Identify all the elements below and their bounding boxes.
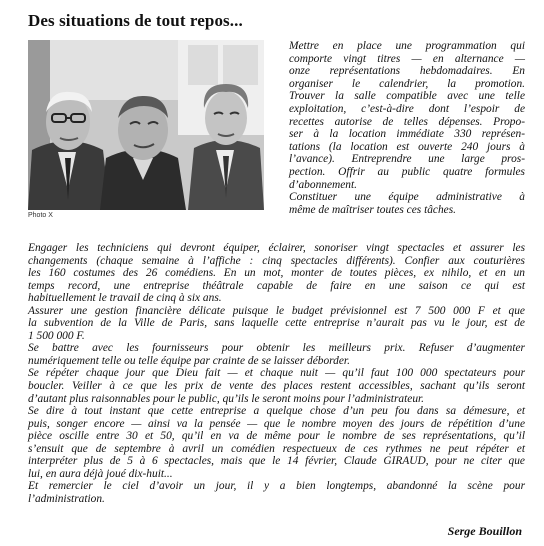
text-line: l’avance). Entreprendre une large pros- bbox=[289, 153, 525, 166]
text-line: onze représentations hebdomadaires. En bbox=[289, 65, 525, 78]
text-line: Trouver la salle compatible avec une telle bbox=[289, 90, 525, 103]
text-line: la subvention de la Ville de Paris, sans laquelle cette entreprise n’aurait pas vu le jour, est de bbox=[28, 317, 525, 330]
photo-image bbox=[28, 40, 264, 210]
text-line: recettes autorise de telles dépenses. Propo- bbox=[289, 115, 525, 128]
text-line: pection. Offrir au public quatre formules bbox=[289, 165, 525, 178]
text-line: Se répéter chaque jour que Dieu fait — et chaque nuit — qu’il faut 100 000 spectateurs pour bbox=[28, 367, 525, 380]
right-column-text bbox=[289, 40, 525, 216]
text-line: s’ensuit que de septembre à avril un comédien respectueux de ces rythmes ne peut répéter et bbox=[28, 442, 525, 455]
text-line: 1 500 000 F. bbox=[28, 329, 85, 342]
text-line: même de maîtriser toutes ces tâches. bbox=[289, 203, 457, 216]
full-width-text bbox=[28, 242, 525, 505]
text-line: lui, en aura déjà joué dix-huit... bbox=[28, 467, 173, 480]
text-line: Engager les techniciens qui devront équiper, éclairer, sonoriser vingt spectacles et assurer les bbox=[28, 242, 525, 254]
text-line: les 160 costumes des 26 comédiens. En un mot, monter de toutes pièces, ex nihilo, et en un bbox=[28, 267, 525, 280]
text-line: comporte vingt titres — en alternance — bbox=[289, 52, 525, 65]
text-line: Se battre avec les fournisseurs pour obtenir les meilleurs prix. Refuser d’augmenter bbox=[28, 342, 525, 355]
text-line: interpréter plus de 5 à 6 spectacles, mais que le 14 février, Claude GIRAUD, pour ne citer que bbox=[28, 455, 525, 468]
text-line: d’abonnement. bbox=[289, 178, 358, 191]
text-line: boucler. Veiller à ce que les prix de vente des places restent accessibles, sachant qu’ils seront bbox=[28, 380, 525, 393]
text-line: Constituer une équipe administrative à bbox=[289, 191, 525, 204]
article-title: Des situations de tout repos... bbox=[28, 11, 243, 30]
text-line: Et remercier le ciel d’avoir un jour, il y a bien longtemps, abandonné la scène pour bbox=[28, 480, 525, 493]
text-line: l’administration. bbox=[28, 492, 105, 505]
text-line: tations (la location est ouverte 240 jours à bbox=[289, 140, 525, 153]
text-line: numériquement telle ou telle équipe par crainte de se laisser déborder. bbox=[28, 354, 350, 367]
text-line: pièce oscille entre 30 et 50, qu’il en va de même pour le nombre de ses représentations, qu’il bbox=[28, 430, 525, 443]
text-line: ser à la location immédiate 330 représen- bbox=[289, 128, 525, 141]
text-line: Mettre en place une programmation qui bbox=[289, 40, 525, 52]
text-line: exploitation, c’est-à-dire dont l’espoir de bbox=[289, 102, 525, 115]
text-line: changements (chaque semaine à l’affiche : cinq spectacles différents). Confier aux couturières bbox=[28, 254, 525, 267]
photo-caption: Photo X bbox=[28, 212, 53, 219]
text-line: Assurer une gestion financière délicate puisque le budget prévisionnel est 7 500 000 F et que bbox=[28, 304, 525, 317]
text-line: Se dire à tout instant que cette entreprise a quelque chose d’un peu fou dans sa démesure, et bbox=[28, 405, 525, 418]
portrait-photo bbox=[28, 40, 264, 210]
author-signature: Serge Bouillon bbox=[447, 524, 522, 538]
text-line: temps record, une entreprise théâtrale capable de faire en une saison ce qui est bbox=[28, 279, 525, 292]
text-line: organiser le calendrier, la promotion. bbox=[289, 77, 525, 90]
text-line: d’autant plus raisonnables pour le public, qu’ils le seront moins pour l’administrateur. bbox=[28, 392, 425, 405]
text-line: puis, songer encore — ainsi va la pensée — que le nombre moyen des jours de répétition d’une bbox=[28, 417, 525, 430]
text-line: habituellement le travail de cinq à six ans. bbox=[28, 292, 222, 305]
